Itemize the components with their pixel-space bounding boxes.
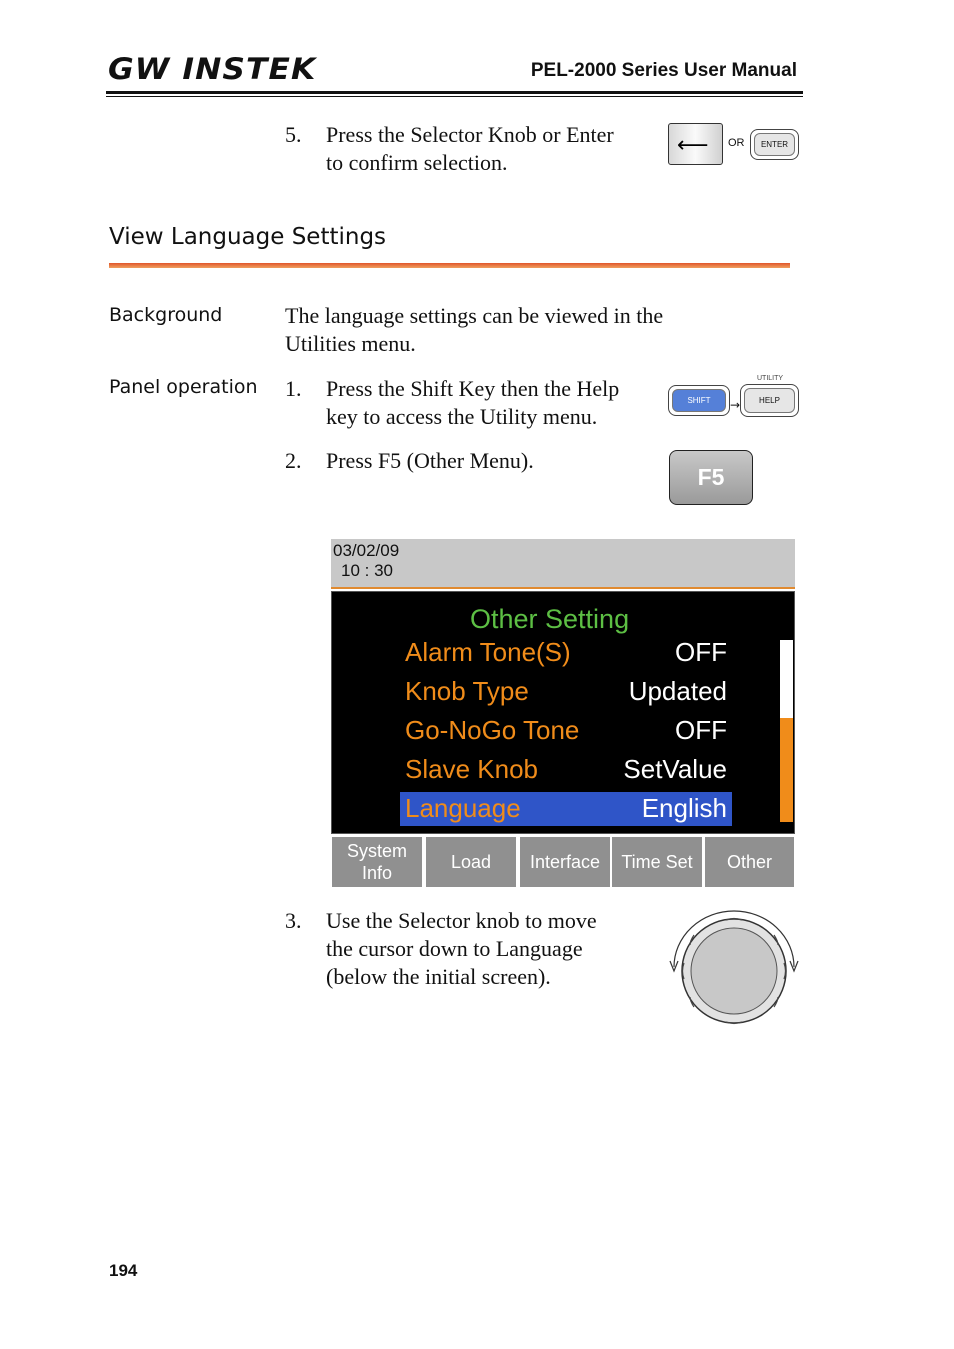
softkey-system-info: System Info [332,837,422,887]
page-number: 194 [109,1261,138,1280]
step3-text-line3: (below the initial screen). [326,964,551,989]
step5-text-line1: Press the Selector Knob or Enter [326,122,614,147]
selector-knob-side-icon [668,123,723,165]
softkey-time-set: Time Set [612,837,702,887]
softkey-bar [332,837,794,887]
screen-time: 10 : 30 [341,561,393,580]
screen-heading: Other Setting [470,604,630,634]
menu-row-value: OFF [675,637,727,667]
enter-key-label: ENTER [754,133,795,156]
step-number: 2. [285,448,302,473]
enter-key-icon [750,129,799,160]
menu-row-value: English [641,793,727,823]
step3-text-line2: the cursor down to Language [326,936,583,961]
step1-text-line2: key to access the Utility menu. [326,404,598,429]
softkey-load: Load [426,837,516,887]
menu-row-label: Alarm Tone(S) [405,637,571,667]
menu-row-value: SetValue [623,754,727,784]
step-number: 5. [285,122,302,147]
background-label: Background [109,304,223,326]
background-text-line2: Utilities menu. [285,331,416,356]
menu-row-slave-knob [400,753,732,787]
menu-row-label: Knob Type [405,676,529,706]
step1-text-line1: Press the Shift Key then the Help [326,376,620,401]
menu-row-alarm-tone [400,636,732,670]
header-rule-thin [106,96,803,97]
utility-label: UTILITY [757,375,784,382]
scrollbar-thumb [780,718,793,822]
manual-title: PEL-2000 Series User Manual [530,60,797,81]
arrow-left-icon: ⟵ [677,133,709,158]
scrollbar-track [780,640,793,718]
help-key-label: HELP [744,388,795,413]
gw-instek-logo: GW INSTEK [108,52,317,86]
section-rule [109,263,790,268]
f5-key-icon: F5 [669,450,753,505]
menu-row-knob-type [400,675,732,709]
softkey-other: Other [705,837,794,887]
screen-status-bar [331,539,795,589]
menu-row-go-nogo-tone [400,714,732,748]
step5-text-line2: to confirm selection. [326,150,508,175]
or-label: OR [728,137,745,149]
arrow-right-icon: → [730,398,741,412]
section-title: View Language Settings [109,224,387,250]
panel-operation-label: Panel operation [109,376,258,398]
header-rule [106,91,803,94]
step-number: 1. [285,376,302,401]
menu-row-value: OFF [675,715,727,745]
help-key-icon [740,384,799,417]
menu-row-label: Language [405,793,521,823]
screen-menu-area [331,591,795,834]
softkey-interface: Interface [520,837,610,887]
selector-knob-icon [668,905,800,1027]
screen-date: 03/02/09 [333,541,400,560]
step-number: 3. [285,908,302,933]
menu-row-value: Updated [628,676,727,706]
menu-row-label: Go-NoGo Tone [405,715,580,745]
menu-row-language-selected [400,792,732,826]
menu-row-label: Slave Knob [405,754,538,784]
background-text-line1: The language settings can be viewed in the [285,303,664,328]
shift-key-label: SHIFT [672,389,726,412]
shift-key-icon [668,385,730,416]
step3-text-line1: Use the Selector knob to move [326,908,597,933]
step2-text: Press F5 (Other Menu). [326,448,534,473]
